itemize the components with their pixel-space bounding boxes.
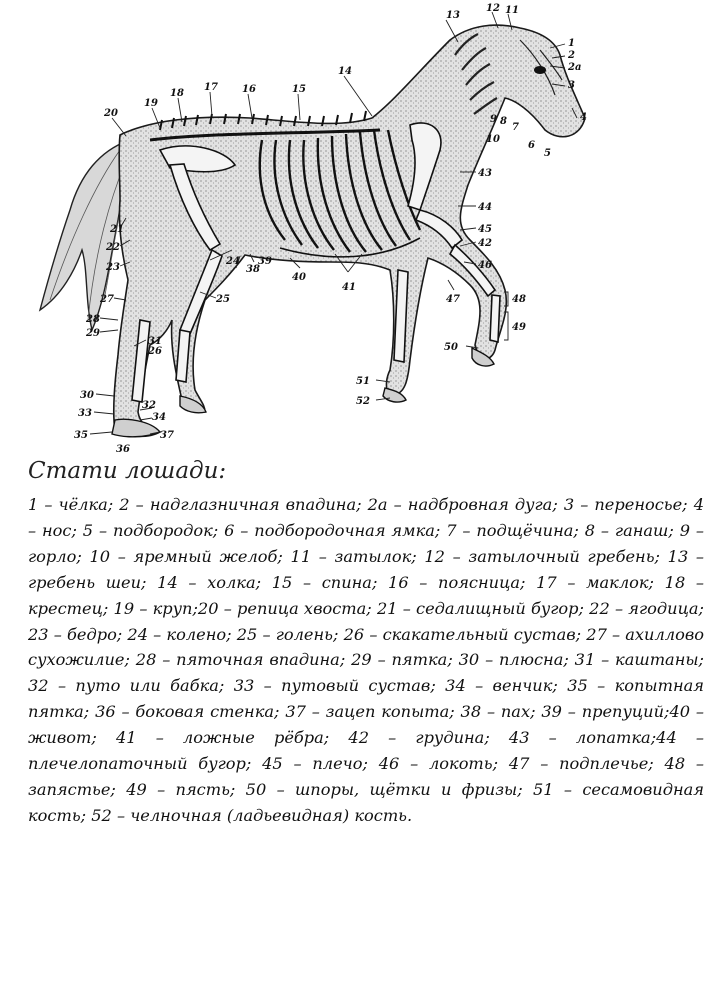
horse-illustration (0, 0, 720, 460)
caption-title: Стати лошади: (28, 458, 227, 484)
label-36: 36 (116, 444, 130, 455)
label-13: 13 (446, 10, 460, 21)
label-14: 14 (338, 66, 352, 77)
horse-anatomy-figure (0, 0, 720, 460)
label-47: 47 (446, 294, 460, 305)
label-46: 46 (478, 260, 492, 271)
label-6: 6 (528, 140, 535, 151)
label-42: 42 (478, 238, 492, 249)
label-1: 1 (568, 38, 575, 49)
figure-caption (28, 458, 704, 829)
label-43: 43 (478, 168, 492, 179)
label-18: 18 (170, 88, 184, 99)
label-2: 2 (568, 50, 575, 61)
caption-body: 1 – чёлка; 2 – надглазничная впадина; 2а – надбровная дуга; 3 – переносье; 4 – нос; 5 – подбородок; 6 – подбородочная ямка; 7 – подщёчина; 8 – ганаш; 9 – горло; 10 – яремный желоб; 11 – затылок; 12 – затылочный гребень; 13 – гребень шеи; 14 – холка; 15 – спина; 16 – поясница; 17 – маклок; 18 – крестец; 19 – круп;20 – репица хвоста; 21 – седалищный бугор; 22 – ягодица; 23 – бедро; 24 – колено; 25 – голень; 26 – скакательный сустав; 27 – ахиллово сухожилие; 28 – пяточная впадина; 29 – пятка; 30 – плюсна; 31 – каштаны; 32 – путо или бабка; 33 – путовый сустав; 34 – венчик; 35 – копытная пятка; 36 – боковая стенка; 37 – зацеп копыта; 38 – пах; 39 – препуций;40 – живот; 41 – ложные рёбра; 42 – грудина; 43 – лопатка;44 – плечелопаточный бугор; 45 – плечо; 46 – локоть; 47 – подплечье; 48 – запястье; 49 – пясть; 50 – шпоры, щётки и фризы; 51 – сесамовидная кость; 52 – челночная (ладьевидная) кость. (28, 495, 704, 825)
label-33: 33 (78, 408, 92, 419)
label-31: 31 (148, 336, 162, 347)
label-12: 12 (486, 3, 500, 14)
hooves (112, 348, 494, 437)
label-24: 24 (226, 256, 240, 267)
label-41: 41 (342, 282, 356, 293)
label-8: 8 (500, 116, 507, 127)
label-19: 19 (144, 98, 158, 109)
label-48: 48 (512, 294, 526, 305)
label-28: 28 (86, 314, 100, 325)
label-49: 49 (512, 322, 526, 333)
label-3: 3 (568, 80, 575, 91)
label-44: 44 (478, 202, 492, 213)
label-25: 25 (216, 294, 230, 305)
label-50: 50 (444, 342, 458, 353)
label-21: 21 (110, 224, 124, 235)
label-10: 10 (486, 134, 500, 145)
label-22: 22 (106, 242, 120, 253)
label-39: 39 (258, 256, 272, 267)
label-26: 26 (148, 346, 162, 357)
label-4: 4 (580, 112, 587, 123)
label-30: 30 (80, 390, 94, 401)
label-32: 32 (142, 400, 156, 411)
label-9: 9 (490, 114, 497, 125)
label-7: 7 (512, 122, 519, 133)
label-17: 17 (204, 82, 218, 93)
label-20: 20 (104, 108, 118, 119)
label-52: 52 (356, 396, 370, 407)
label-37: 37 (160, 430, 174, 441)
label-35: 35 (74, 430, 88, 441)
label-15: 15 (292, 84, 306, 95)
label-29: 29 (86, 328, 100, 339)
label-40: 40 (292, 272, 306, 283)
label-5: 5 (544, 148, 551, 159)
label-27: 27 (100, 294, 114, 305)
label-2a: 2а (568, 62, 582, 73)
label-45: 45 (478, 224, 492, 235)
label-23: 23 (106, 262, 120, 273)
label-38: 38 (246, 264, 260, 275)
label-51: 51 (356, 376, 370, 387)
label-34: 34 (152, 412, 166, 423)
label-11: 11 (505, 5, 519, 16)
eye (534, 66, 546, 74)
label-16: 16 (242, 84, 256, 95)
